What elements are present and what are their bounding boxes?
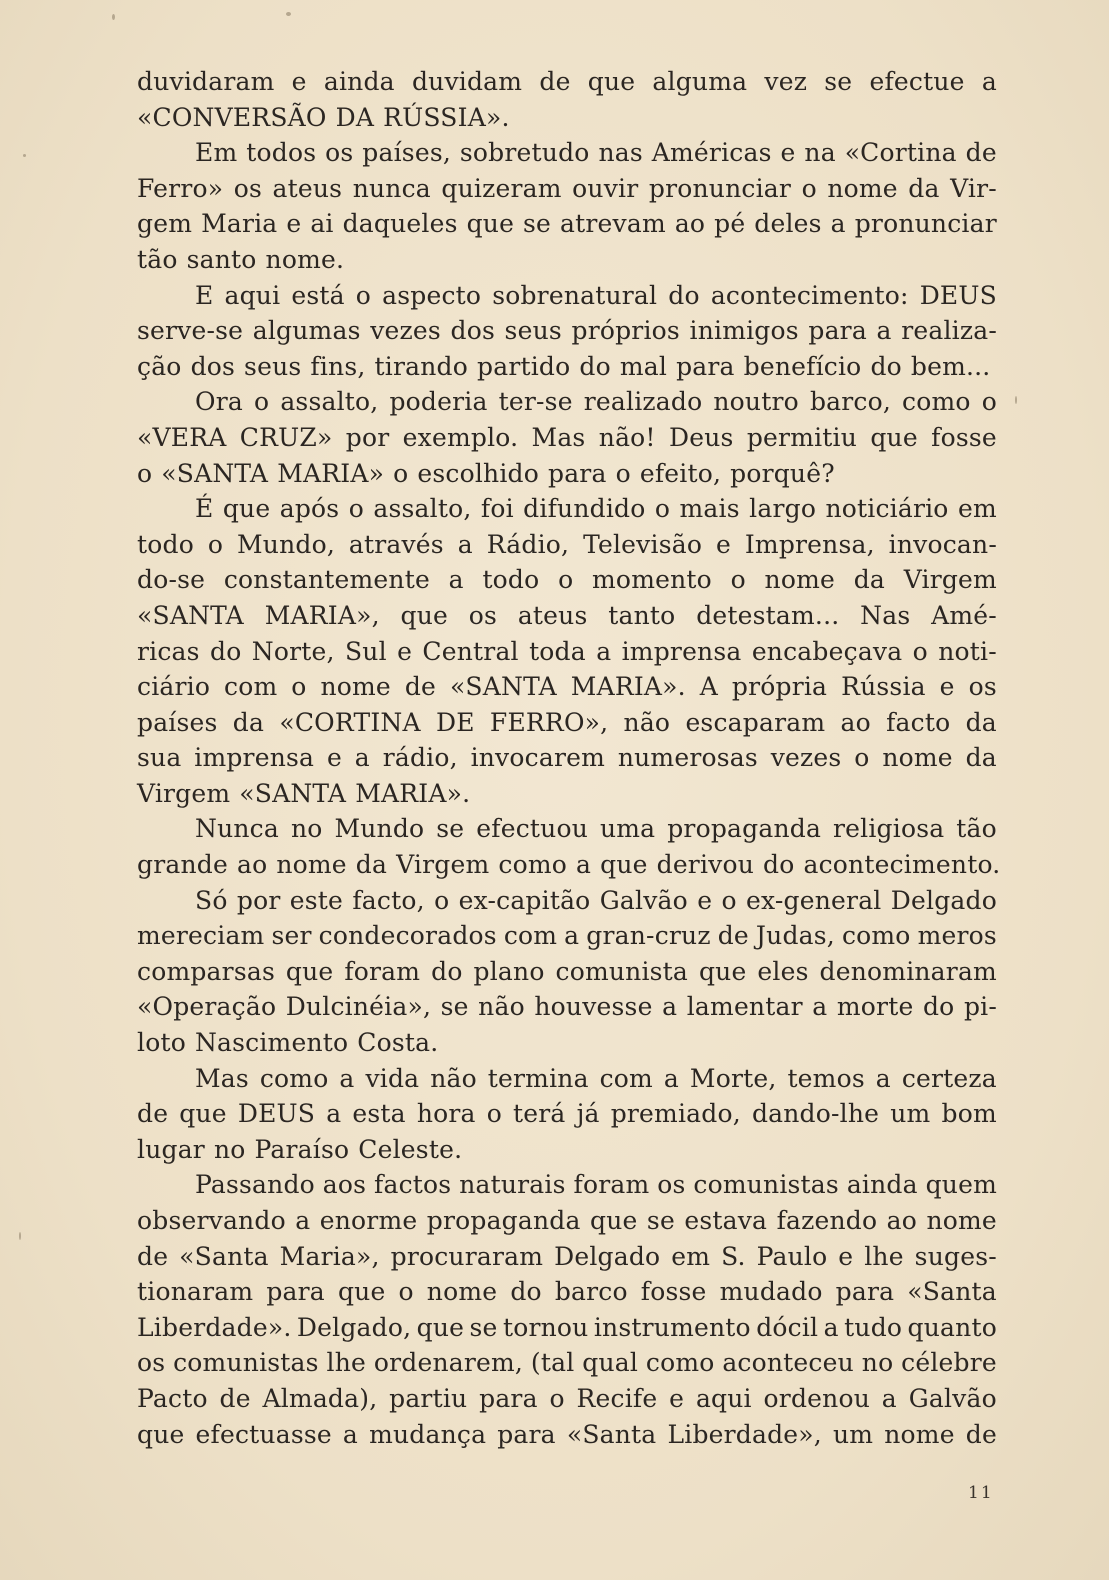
text-line: os comunistas lhe ordenarem, (tal qual como aconteceu no célebre: [137, 1348, 997, 1378]
text-line: «VERA CRUZ» por exemplo. Mas não! Deus permitiu que fosse: [137, 422, 997, 452]
paper-speck: [112, 14, 115, 20]
text-line: «SANTA MARIA», que os ateus tanto detestam... Nas Amé-: [137, 600, 997, 630]
text-line: ção dos seus fins, tirando partido do mal para benefício do bem...: [137, 351, 991, 381]
text-line: Mas como a vida não termina com a Morte, temos a certeza: [195, 1063, 997, 1093]
text-line: Virgem «SANTA MARIA».: [137, 778, 471, 808]
text-line: comparsas que foram do plano comunista que eles denominaram: [137, 956, 997, 986]
text-line: observando a enorme propaganda que se estava fazendo ao nome: [137, 1206, 997, 1235]
text-line: do-se constantemente a todo o momento o nome da Virgem: [137, 565, 997, 595]
text-line: Passando aos factos naturais foram os comunistas ainda quem: [195, 1170, 997, 1200]
text-line: tão santo nome.: [137, 244, 345, 274]
text-line: mereciam ser condecorados com a gran-cruz de Judas, como meros: [137, 921, 997, 951]
text-line: loto Nascimento Costa.: [137, 1028, 439, 1058]
page-number: 11: [968, 1483, 994, 1503]
text-line: E aqui está o aspecto sobrenatural do acontecimento: DEUS: [195, 280, 997, 310]
text-line: grande ao nome da Virgem como a que derivou do acontecimento.: [137, 850, 1001, 880]
text-line: É que após o assalto, foi difundido o mais largo noticiário em: [195, 494, 997, 524]
text-line: o «SANTA MARIA» o escolhido para o efeito, porquê?: [137, 458, 835, 488]
text-line: «CONVERSÃO DA RÚSSIA».: [137, 102, 510, 132]
text-line: de que DEUS a esta hora o terá já premiado, dando-lhe um bom: [137, 1099, 997, 1129]
text-line: duvidaram e ainda duvidam de que alguma vez se efectue a: [137, 67, 997, 96]
text-line: ciário com o nome de «SANTA MARIA». A própria Rússia e os: [137, 672, 997, 702]
paper-speck: [1015, 396, 1017, 404]
paper-speck: [286, 12, 291, 16]
text-line: tionaram para que o nome do barco fosse mudado para «Santa: [137, 1277, 997, 1307]
text-line: sua imprensa e a rádio, invocarem numerosas vezes o nome da: [137, 743, 997, 773]
text-line: gem Maria e ai daqueles que se atrevam ao pé deles a pronunciar: [137, 209, 997, 239]
text-line: lugar no Paraíso Celeste.: [137, 1134, 463, 1164]
text-line: Ora o assalto, poderia ter-se realizado noutro barco, como o: [195, 387, 997, 417]
text-line: todo o Mundo, através a Rádio, Televisão e Imprensa, invocan-: [137, 529, 997, 559]
text-line: Só por este facto, o ex-capitão Galvão e o ex-general Delgado: [195, 885, 997, 915]
text-line: de «Santa Maria», procuraram Delgado em S. Paulo e lhe suges-: [137, 1241, 997, 1271]
body-text: [137, 64, 1001, 1452]
text-line: ricas do Norte, Sul e Central toda a imprensa encabeçava o noti-: [137, 636, 997, 666]
text-line: Em todos os países, sobretudo nas Américas e na «Cortina de: [195, 138, 997, 168]
text-line: Ferro» os ateus nunca quizeram ouvir pronunciar o nome da Vir-: [137, 173, 997, 203]
text-line: serve-se algumas vezes dos seus próprios inimigos para a realiza-: [137, 316, 997, 346]
text-line: Nunca no Mundo se efectuou uma propaganda religiosa tão: [195, 814, 997, 844]
text-line: Pacto de Almada), partiu para o Recife e aqui ordenou a Galvão: [137, 1383, 997, 1413]
text-line: «Operação Dulcinéia», se não houvesse a lamentar a morte do pi-: [137, 992, 997, 1022]
paper-speck: [19, 1232, 21, 1240]
paper-speck: [23, 154, 26, 157]
text-line: Liberdade». Delgado, que se tornou instrumento dócil a tudo quanto: [137, 1312, 997, 1342]
text-line: que efectuasse a mudança para «Santa Liberdade», um nome de: [137, 1419, 997, 1449]
text-line: países da «CORTINA DE FERRO», não escaparam ao facto da: [137, 707, 997, 737]
